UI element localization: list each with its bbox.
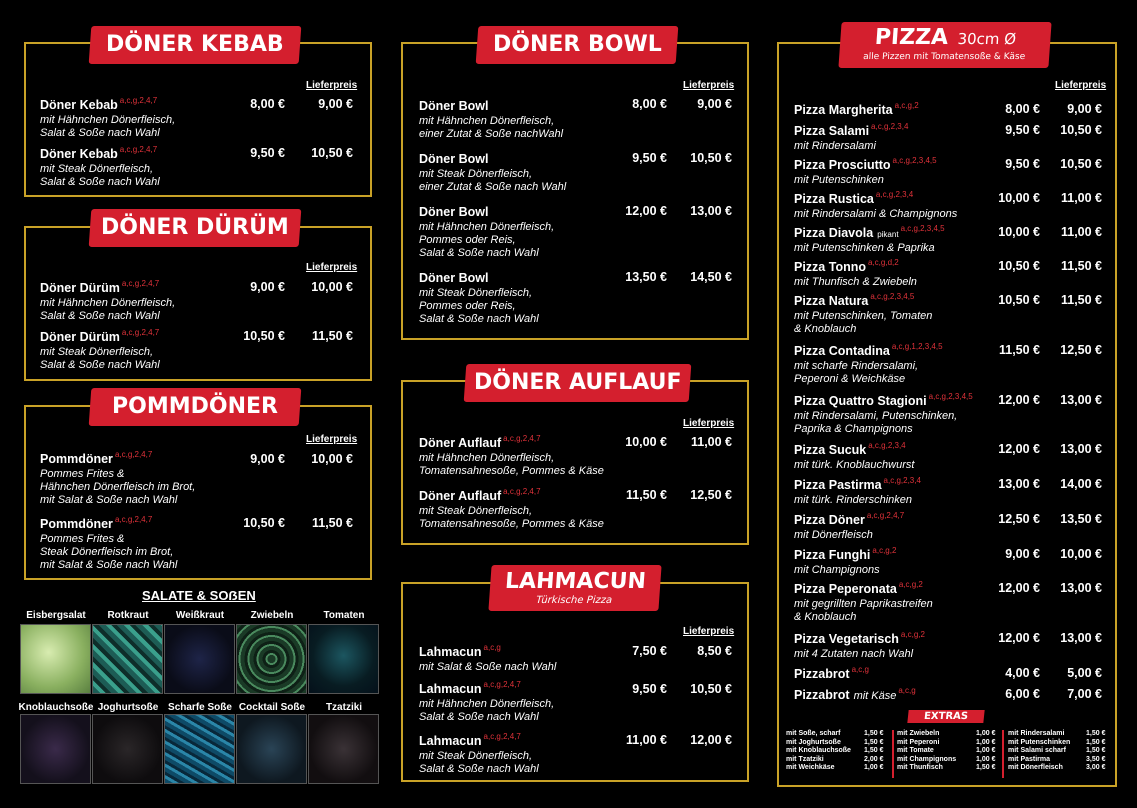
pizza-subtitle: alle Pizzen mit Tomatensoße & Käse <box>862 52 1026 62</box>
pizza-name: Pizza Margherita <box>794 103 893 117</box>
salad-label: Eisbergsalat <box>26 610 86 621</box>
delivery-price: 11,00 € <box>1060 225 1102 239</box>
allergen-codes: a,c,g,2,4,7 <box>119 96 158 105</box>
allergen-codes: a,c,g,2,4,7 <box>503 434 541 443</box>
extra-price: 1,00 € <box>976 755 996 763</box>
pizza-heading: PIZZA <box>873 25 949 50</box>
item-price: 10,00 € <box>625 435 667 449</box>
sauce-image <box>164 714 235 784</box>
pizza-item[interactable] <box>794 630 925 661</box>
pizza-item[interactable] <box>794 101 919 119</box>
pizza-item[interactable] <box>794 546 896 577</box>
extra-name: mit Zwiebeln <box>897 730 940 737</box>
sauce-label: Joghurtsoße <box>97 702 159 713</box>
delivery-price: 10,50 € <box>690 682 732 696</box>
delivery-price: 9,00 € <box>318 97 353 111</box>
doener-bowl-title: DÖNER BOWL <box>476 26 679 64</box>
item-price: 4,00 € <box>1005 666 1040 680</box>
allergen-codes: a,c,g,2,3,4,5 <box>900 224 945 233</box>
menu-item[interactable]: Döner Bowl mit Hähnchen Dönerfleisch, einer Zutat & Soße nachWahl <box>419 99 564 140</box>
pizza-item[interactable] <box>794 686 916 704</box>
allergen-codes: a,c,g,2,3,4,5 <box>892 156 937 165</box>
extra-price: 1,00 € <box>976 738 996 746</box>
menu-item[interactable]: Pommdöner $^{a,c,g,2,4,7}$ Pommes Frites & Hähnchen Dönerfleisch im Brot, mit Salat & Soße nach Wahl <box>40 450 196 506</box>
delivery-price: 7,00 € <box>1067 687 1102 701</box>
menu-item[interactable]: Lahmacun $^{a,c,g,2,4,7}$ mit Hähnchen Dönerfleisch, Salat & Soße nach Wahl <box>419 680 555 723</box>
delivery-price: 12,50 € <box>1060 343 1102 357</box>
item-price: 9,50 € <box>632 682 667 696</box>
extra-name: mit Dönerfleisch <box>1008 764 1063 772</box>
pizza-size: 30cm Ø <box>956 30 1017 48</box>
delivery-price: 11,50 € <box>1060 293 1102 307</box>
item-price: 8,00 € <box>250 97 285 111</box>
delivery-price: 11,50 € <box>311 329 353 343</box>
extra-name: mit Salami scharf <box>1008 747 1066 755</box>
item-price: 10,50 € <box>998 293 1040 307</box>
allergen-codes: a,c,g,2,4,7 <box>121 328 160 337</box>
allergen-codes: a,c,g,2,4,7 <box>114 450 153 459</box>
sauce-image <box>308 714 379 784</box>
salad-label: Rotkraut <box>107 610 149 621</box>
extras-divider <box>1002 730 1004 778</box>
pizza-name: Pizza Rustica <box>794 192 874 206</box>
menu-item[interactable]: Döner Auflauf $^{a,c,g,2,4,7}$ mit Hähnchen Dönerfleisch, Tomatensahnesoße, Pommes & Käse <box>419 434 604 477</box>
delivery-price: 11,50 € <box>1060 259 1102 273</box>
lahmacun-heading: LAHMACUN <box>504 569 647 594</box>
pizza-title <box>838 22 1051 68</box>
doener-kebab-title: DÖNER KEBAB <box>89 26 302 64</box>
allergen-codes: a,c,g <box>851 665 869 674</box>
item-price: 11,00 € <box>625 733 667 747</box>
item-price: 9,50 € <box>1005 157 1040 171</box>
item-price: 11,50 € <box>625 488 667 502</box>
delivery-price: 13,00 € <box>1060 442 1102 456</box>
allergen-codes: a,c,g,2,4,7 <box>866 511 905 520</box>
extra-price: 1,50 € <box>864 747 884 755</box>
sauce-label: Scharfe Soße <box>168 702 232 713</box>
delivery-price: 13,00 € <box>690 204 732 218</box>
menu-item[interactable]: Döner Dürüm $^{a,c,g,2,4,7}$ mit Steak Dönerfleisch, Salat & Soße nach Wahl <box>40 328 160 371</box>
allergen-codes: a,c,g,2,3,4,5 <box>928 392 973 401</box>
delivery-price: 10,00 € <box>311 280 353 294</box>
allergen-codes: a,c,g <box>898 686 916 695</box>
pizza-item[interactable] <box>794 511 904 542</box>
delivery-price: 13,00 € <box>1060 631 1102 645</box>
pizza-desc: mit scharfe Rindersalami, Peperoni & Weichkäse <box>794 360 919 385</box>
pizza-item[interactable] <box>794 665 869 683</box>
pizza-desc: mit türk. Rinderschinken <box>794 494 912 506</box>
delivery-price: 10,50 € <box>1060 123 1102 137</box>
delivery-price: 12,50 € <box>690 488 732 502</box>
allergen-codes: a,c,g,2,4,7 <box>483 732 521 741</box>
delivery-price: 10,50 € <box>690 151 732 165</box>
doener-duerum-title: DÖNER DÜRÜM <box>89 209 302 247</box>
allergen-codes: a,c,g,2,3,4 <box>875 190 914 199</box>
allergen-codes: a,c,g,2 <box>894 101 919 110</box>
item-price: 9,00 € <box>250 452 285 466</box>
pizza-desc: mit Rindersalami <box>794 140 876 152</box>
extra-name: mit Weichkäse <box>786 764 835 772</box>
pizza-name: Pizzabrot <box>794 688 850 702</box>
pizza-desc: mit Putenschinken, Tomaten & Knoblauch <box>794 310 933 335</box>
lieferpreis-label: Lieferpreis <box>306 80 358 91</box>
delivery-price: 10,00 € <box>311 452 353 466</box>
pizza-desc: mit Putenschinken & Paprika <box>794 242 935 254</box>
extras-divider <box>892 730 894 778</box>
pizza-item[interactable] <box>794 392 973 436</box>
delivery-price: 10,50 € <box>311 146 353 160</box>
delivery-price: 12,00 € <box>690 733 732 747</box>
menu-item[interactable]: Döner Kebab $^{a,c,g,2,4,7}$ mit Hähnchen Dönerfleisch, Salat & Soße nach Wahl <box>40 96 176 139</box>
sauce-image <box>92 714 163 784</box>
menu-item[interactable]: Döner Auflauf $^{a,c,g,2,4,7}$ mit Steak Dönerfleisch, Tomatensahnesoße, Pommes & Käse <box>419 487 604 530</box>
item-price: 9,00 € <box>1005 547 1040 561</box>
item-price: 12,00 € <box>998 581 1040 595</box>
menu-item[interactable]: Döner Kebab $^{a,c,g,2,4,7}$ mit Steak Dönerfleisch, Salat & Soße nach Wahl <box>40 145 160 188</box>
pizza-desc: mit 4 Zutaten nach Wahl <box>794 648 914 660</box>
item-price: 12,00 € <box>625 204 667 218</box>
pizza-name: Pizza Pastirma <box>794 478 882 492</box>
pizza-name: Pizza Peperonata <box>794 582 897 596</box>
lieferpreis-label: Lieferpreis <box>683 626 735 637</box>
allergen-codes: a,c,g,2,4,7 <box>121 279 160 288</box>
item-price: 9,00 € <box>250 280 285 294</box>
salad-image <box>236 624 307 694</box>
salate-title: SALATE & SOẞEN <box>142 588 256 603</box>
pizza-item[interactable] <box>794 342 943 386</box>
pommdoener-title: POMMDÖNER <box>89 388 302 426</box>
item-price: 12,00 € <box>998 393 1040 407</box>
allergen-codes: a,c,g <box>483 643 501 652</box>
item-price: 10,50 € <box>243 516 285 530</box>
extra-name: mit Knoblauchsoße <box>786 747 851 755</box>
delivery-price: 11,50 € <box>311 516 353 530</box>
menu-item[interactable]: Döner Dürüm $^{a,c,g,2,4,7}$ mit Hähnchen Dönerfleisch, Salat & Soße nach Wahl <box>40 279 176 322</box>
extra-price: 1,50 € <box>864 738 884 746</box>
delivery-price: 13,50 € <box>1060 512 1102 526</box>
extra-name: mit Tomate <box>897 747 934 755</box>
extra-price: 1,50 € <box>864 730 884 737</box>
pizza-name: Pizza Prosciutto <box>794 158 891 172</box>
lahmacun-title <box>488 565 661 611</box>
extra-name: mit Champignons <box>897 755 957 763</box>
delivery-price: 5,00 € <box>1067 666 1102 680</box>
item-price: 12,00 € <box>998 631 1040 645</box>
delivery-price: 8,50 € <box>697 644 732 658</box>
pizza-item[interactable] <box>794 156 937 187</box>
menu-item[interactable]: Pommdöner $^{a,c,g,2,4,7}$ Pommes Frites & Steak Dönerfleisch im Brot, mit Salat & Soße nach Wahl <box>40 515 178 571</box>
pizza-item[interactable] <box>794 122 908 153</box>
extra-price: 3,50 € <box>1086 755 1106 763</box>
delivery-price: 9,00 € <box>1067 102 1102 116</box>
extra-name: mit Rindersalami <box>1008 730 1065 737</box>
pizza-name: Pizza Salami <box>794 124 870 138</box>
item-price: 8,00 € <box>632 97 667 111</box>
allergen-codes: a,c,g,2,3,4 <box>883 476 921 485</box>
extra-price: 1,00 € <box>976 747 996 755</box>
extra-price: 1,00 € <box>864 764 884 772</box>
pizza-item[interactable] <box>794 258 917 289</box>
lahmacun-subtitle: Türkische Pizza <box>535 595 613 606</box>
pizza-suffix: mit Käse <box>853 690 897 702</box>
delivery-price: 13,00 € <box>1060 581 1102 595</box>
pizza-name: Pizza Vegetarisch <box>794 632 899 646</box>
pizza-item[interactable] <box>794 224 945 255</box>
allergen-codes: a,c,g,2,4,7 <box>503 487 541 496</box>
item-price: 11,50 € <box>998 343 1040 357</box>
pizza-name: Pizza Contadina <box>794 344 890 358</box>
delivery-price: 10,50 € <box>1060 157 1102 171</box>
extra-name: mit Joghurtsoße <box>786 738 841 746</box>
extra-price: 2,00 € <box>864 755 884 763</box>
menu-item[interactable]: Lahmacun $^{a,c,g,2,4,7}$ mit Steak Dönerfleisch, Salat & Soße nach Wahl <box>419 732 539 775</box>
item-price: 9,50 € <box>250 146 285 160</box>
item-price: 9,50 € <box>1005 123 1040 137</box>
extra-name: mit Putenschinken <box>1008 738 1071 746</box>
allergen-codes: a,c,g,2,3,4,5 <box>870 292 915 301</box>
delivery-price: 13,00 € <box>1060 393 1102 407</box>
allergen-codes: a,c,g,2,4,7 <box>119 145 158 154</box>
extra-name: mit Peperoni <box>897 738 940 746</box>
allergen-codes: a,c,g,d,2 <box>868 258 899 267</box>
allergen-codes: a,c,g,2 <box>898 580 923 589</box>
allergen-codes: a,c,g,2 <box>900 630 925 639</box>
pizza-note: pikant <box>877 230 899 239</box>
pizza-name: Pizza Sucuk <box>794 443 867 457</box>
extras-title: EXTRAS <box>907 710 984 723</box>
allergen-codes: a,c,g,2,4,7 <box>114 515 153 524</box>
lieferpreis-label: Lieferpreis <box>683 418 735 429</box>
pizza-name: Pizzabrot <box>794 667 850 681</box>
extra-price: 1,50 € <box>976 764 996 772</box>
salad-label: Weißkraut <box>175 610 225 621</box>
salad-image <box>308 624 379 694</box>
extra-name: mit Thunfisch <box>897 764 943 772</box>
lieferpreis-label: Lieferpreis <box>1055 80 1107 91</box>
lieferpreis-label: Lieferpreis <box>306 262 358 273</box>
doener-auflauf-title: DÖNER AUFLAUF <box>464 364 692 402</box>
pizza-desc: mit Putenschinken <box>794 174 884 186</box>
allergen-codes: a,c,g,2,3,4 <box>868 441 906 450</box>
extra-name: mit Soße, scharf <box>786 730 841 737</box>
pizza-desc: mit Rindersalami & Champignons <box>794 208 958 220</box>
allergen-codes: a,c,g,2 <box>872 546 897 555</box>
delivery-price: 14,00 € <box>1060 477 1102 491</box>
pizza-item[interactable] <box>794 190 957 221</box>
item-price: 12,50 € <box>998 512 1040 526</box>
sauce-image <box>236 714 307 784</box>
pizza-desc: mit Dönerfleisch <box>794 529 873 541</box>
delivery-price: 11,00 € <box>690 435 732 449</box>
delivery-price: 14,50 € <box>690 270 732 284</box>
item-price: 10,50 € <box>998 259 1040 273</box>
item-price: 8,00 € <box>1005 102 1040 116</box>
salad-image <box>164 624 235 694</box>
sauce-label: Knoblauchsoße <box>18 702 94 713</box>
menu-item[interactable]: Döner Bowl mit Hähnchen Dönerfleisch, Pommes oder Reis, Salat & Soße nach Wahl <box>419 205 555 259</box>
pizza-item[interactable] <box>794 441 914 472</box>
delivery-price: 11,00 € <box>1060 191 1102 205</box>
extra-price: 1,50 € <box>1086 738 1106 746</box>
extra-price: 1,50 € <box>1086 747 1106 755</box>
pizza-item[interactable] <box>794 476 921 507</box>
item-price: 9,50 € <box>632 151 667 165</box>
menu-item[interactable]: Döner Bowl mit Steak Dönerfleisch, Pommes oder Reis, Salat & Soße nach Wahl <box>419 271 539 325</box>
menu-item[interactable]: Lahmacun $^{a,c,g}$ mit Salat & Soße nach Wahl <box>419 643 557 673</box>
pizza-item[interactable] <box>794 580 933 624</box>
item-price: 12,00 € <box>998 442 1040 456</box>
item-price: 10,00 € <box>998 191 1040 205</box>
extra-name: mit Tzatziki <box>786 755 824 763</box>
salad-label: Tomaten <box>323 610 365 621</box>
pizza-desc: mit Thunfisch & Zwiebeln <box>794 276 917 288</box>
salad-label: Zwiebeln <box>250 610 294 621</box>
pizza-name: Pizza Funghi <box>794 548 871 562</box>
lieferpreis-label: Lieferpreis <box>683 80 735 91</box>
pizza-name: Pizza Quattro Stagioni <box>794 394 927 408</box>
sauce-label: Tzatziki <box>325 702 363 713</box>
item-price: 6,00 € <box>1005 687 1040 701</box>
extra-price: 1,50 € <box>1086 730 1106 737</box>
extra-price: 3,00 € <box>1086 764 1106 772</box>
item-price: 13,00 € <box>998 477 1040 491</box>
delivery-price: 9,00 € <box>697 97 732 111</box>
allergen-codes: a,c,g,2,3,4 <box>871 122 909 131</box>
pizza-desc: mit Champignons <box>794 564 880 576</box>
item-price: 13,50 € <box>625 270 667 284</box>
pizza-desc: mit gegrillten Paprikastreifen & Knoblauch <box>794 598 933 623</box>
pizza-item[interactable] <box>794 292 932 336</box>
pizza-name: Pizza Diavola <box>794 226 874 240</box>
sauce-label: Cocktail Soße <box>238 702 306 713</box>
extra-price: 1,00 € <box>976 730 996 737</box>
allergen-codes: a,c,g,1,2,3,4,5 <box>891 342 943 351</box>
salad-image <box>20 624 91 694</box>
sauce-image <box>20 714 91 784</box>
pizza-desc: mit Rindersalami, Putenschinken, Paprika & Champignons <box>794 410 958 435</box>
menu-item[interactable]: Döner Bowl mit Steak Dönerfleisch, einer Zutat & Soße nach Wahl <box>419 152 567 193</box>
allergen-codes: a,c,g,2,4,7 <box>483 680 521 689</box>
item-price: 10,00 € <box>998 225 1040 239</box>
pizza-name: Pizza Tonno <box>794 260 866 274</box>
pizza-name: Pizza Natura <box>794 294 869 308</box>
lieferpreis-label: Lieferpreis <box>306 434 358 445</box>
item-price: 7,50 € <box>632 644 667 658</box>
salad-image <box>92 624 163 694</box>
delivery-price: 10,00 € <box>1060 547 1102 561</box>
extra-name: mit Pastirma <box>1008 755 1051 763</box>
pizza-name: Pizza Döner <box>794 513 865 527</box>
item-price: 10,50 € <box>243 329 285 343</box>
pizza-desc: mit türk. Knoblauchwurst <box>794 459 915 471</box>
